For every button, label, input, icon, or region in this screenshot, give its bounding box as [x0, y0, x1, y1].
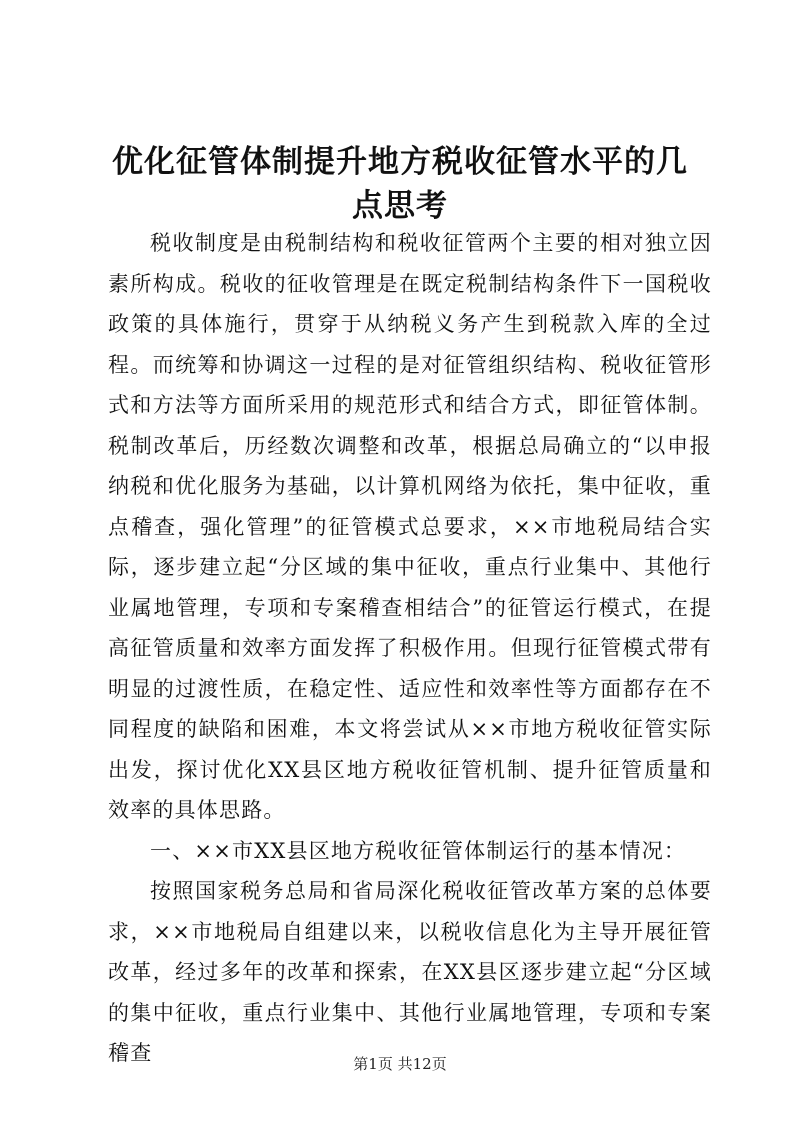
- document-body: [108, 223, 712, 1074]
- document-title: 优化征管体制提升地方税收征管水平的几点思考: [112, 144, 688, 224]
- paragraph-intro: 税收制度是由税制结构和税收征管两个主要的相对独立因素所构成。税收的征收管理是在既定税制结构条件下一国税收政策的具体施行，贯穿于从纳税义务产生到税款入库的全过程。而统筹和协调这一过程的是对征管组织结构、税收征管形式和方法等方面所采用的规范形式和结合方式，即征管体制。税制改革后，历经数次调整和改革，根据总局确立的“以申报纳税和优化服务为基础，以计算机网络为依托，集中征收，重点稽查，强化管理”的征管模式总要求，××市地税局结合实际，逐步建立起“分区域的集中征收，重点行业集中、其他行业属地管理，专项和专案稽查相结合”的征管运行模式，在提高征管质量和效率方面发挥了积极作用。但现行征管模式带有明显的过渡性质，在稳定性、适应性和效率性等方面都存在不同程度的缺陷和困难，本文将尝试从××市地方税收征管实际出发，探讨优化XX县区地方税收征管机制、提升征管质量和效率的具体思路。: [108, 231, 712, 822]
- page-footer: 第1页 共12页: [353, 1055, 447, 1073]
- section-heading-1: 一、××市XX县区地方税收征管体制运行的基本情况：: [150, 838, 687, 863]
- paragraph-section-1: 按照国家税务总局和省局深化税收征管改革方案的总体要求，××市地税局自组建以来，以税收信息化为主导开展征管改革，经过多年的改革和探索，在XX县区逐步建立起“分区域的集中征收，重点行业集中、其他行业属地管理，专项和专案稽查: [108, 879, 712, 1065]
